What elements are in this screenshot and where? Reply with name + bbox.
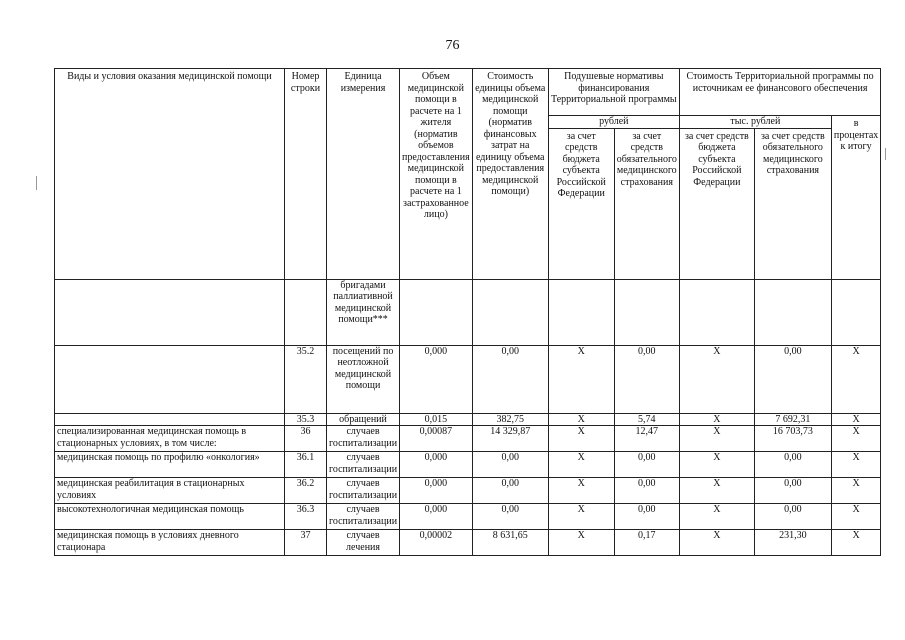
cell-percent: Х	[831, 478, 880, 504]
cell-pc-budget: Х	[548, 426, 614, 452]
cell-sum-oms: 0,00	[754, 478, 831, 504]
cell-pc-budget: Х	[548, 345, 614, 413]
cell-sum-budget: Х	[679, 504, 754, 530]
cell-name	[55, 279, 285, 345]
cell-volume: 0,000	[400, 504, 473, 530]
cell-pc-budget: Х	[548, 452, 614, 478]
table-row	[55, 279, 881, 345]
cell-sum-oms: 231,30	[754, 530, 831, 556]
header-volume: Объем медицинской помощи в расчете на 1 жителя (норматив объемов предоставления медицинской помощи в расчете на 1 застрахованное лицо)	[400, 69, 473, 280]
cell-name: медицинская реабилитация в стационарных условиях	[55, 478, 285, 504]
cell-unit: посещений по неотложной медицинской помощи	[327, 345, 400, 413]
header-program-cost: Стоимость Территориальной программы по источникам ее финансового обеспечения	[679, 69, 880, 116]
cell-name: медицинская помощь в условиях дневного стационара	[55, 530, 285, 556]
table-row	[55, 345, 881, 413]
cell-unit: случаев госпитализации	[327, 504, 400, 530]
cell-name	[55, 413, 285, 426]
cell-name	[55, 345, 285, 413]
cell-number: 36	[285, 426, 327, 452]
cell-cost: 0,00	[472, 452, 548, 478]
cell-percent: Х	[831, 426, 880, 452]
cell-percent: Х	[831, 413, 880, 426]
cell-volume: 0,015	[400, 413, 473, 426]
cell-pc-oms: 5,74	[614, 413, 679, 426]
cell-unit: случаев госпитализации	[327, 426, 400, 452]
table-row	[55, 413, 881, 426]
header-program-cost-unit: тыс. рублей	[679, 116, 831, 129]
cell-unit: случаев лечения	[327, 530, 400, 556]
financing-table	[54, 68, 881, 556]
header-cost-oms: за счет средств обязательного медицинского страхования	[754, 128, 831, 279]
cell-pc-oms: 0,00	[614, 345, 679, 413]
cell-pc-budget: Х	[548, 530, 614, 556]
cell-pc-budget	[548, 279, 614, 345]
cell-pc-budget: Х	[548, 478, 614, 504]
cell-sum-budget: Х	[679, 413, 754, 426]
cell-name: медицинская помощь по профилю «онкология»	[55, 452, 285, 478]
cell-sum-oms: 16 703,73	[754, 426, 831, 452]
cell-volume: 0,000	[400, 452, 473, 478]
cell-pc-budget: Х	[548, 504, 614, 530]
cell-number: 35.3	[285, 413, 327, 426]
cell-percent	[831, 279, 880, 345]
cell-name: специализированная медицинская помощь в стационарных условиях, в том числе:	[55, 426, 285, 452]
header-per-capita-unit: рублей	[548, 116, 679, 129]
cell-number: 36.3	[285, 504, 327, 530]
scan-mark	[36, 176, 37, 190]
cell-number: 35.2	[285, 345, 327, 413]
header-per-capita-budget: за счет средств бюджета субъекта Российской Федерации	[548, 128, 614, 279]
cell-percent: Х	[831, 504, 880, 530]
cell-cost	[472, 279, 548, 345]
cell-sum-oms	[754, 279, 831, 345]
cell-sum-budget: Х	[679, 478, 754, 504]
table-row	[55, 478, 881, 504]
cell-percent: Х	[831, 345, 880, 413]
cell-pc-oms: 12,47	[614, 426, 679, 452]
cell-unit: бригадами паллиативной медицинской помощи***	[327, 279, 400, 345]
table-row	[55, 452, 881, 478]
cell-unit: случаев госпитализации	[327, 452, 400, 478]
cell-pc-oms: 0,00	[614, 478, 679, 504]
cell-volume: 0,000	[400, 478, 473, 504]
cell-percent: Х	[831, 530, 880, 556]
header-percent: в процентах к итогу	[831, 116, 880, 280]
cell-sum-oms: 0,00	[754, 345, 831, 413]
cell-volume	[400, 279, 473, 345]
cell-pc-budget: Х	[548, 413, 614, 426]
cell-sum-oms: 0,00	[754, 452, 831, 478]
cell-sum-budget: Х	[679, 452, 754, 478]
cell-volume: 0,000	[400, 345, 473, 413]
cell-cost: 0,00	[472, 478, 548, 504]
table-row	[55, 426, 881, 452]
cell-unit: обращений	[327, 413, 400, 426]
cell-sum-oms: 0,00	[754, 504, 831, 530]
cell-sum-budget	[679, 279, 754, 345]
cell-pc-oms	[614, 279, 679, 345]
header-per-capita-oms: за счет средств обязательного медицинского страхования	[614, 128, 679, 279]
page-number: 76	[445, 38, 460, 53]
header-per-capita: Подушевые нормативы финансирования Территориальной программы	[548, 69, 679, 116]
cell-sum-oms: 7 692,31	[754, 413, 831, 426]
cell-cost: 382,75	[472, 413, 548, 426]
cell-number: 36.2	[285, 478, 327, 504]
cell-cost: 8 631,65	[472, 530, 548, 556]
cell-pc-oms: 0,00	[614, 504, 679, 530]
cell-sum-budget: Х	[679, 530, 754, 556]
cell-cost: 0,00	[472, 504, 548, 530]
table-row	[55, 504, 881, 530]
cell-percent: Х	[831, 452, 880, 478]
cell-cost: 14 329,87	[472, 426, 548, 452]
table-container	[54, 68, 881, 556]
header-unit: Единица измерения	[327, 69, 400, 280]
cell-pc-oms: 0,00	[614, 452, 679, 478]
cell-volume: 0,00002	[400, 530, 473, 556]
header-cost-budget: за счет средств бюджета субъекта Российской Федерации	[679, 128, 754, 279]
table-row	[55, 530, 881, 556]
cell-volume: 0,00087	[400, 426, 473, 452]
header-row-number: Номер строки	[285, 69, 327, 280]
cell-number	[285, 279, 327, 345]
cell-name: высокотехнологичная медицинская помощь	[55, 504, 285, 530]
header-unit-cost: Стоимость единицы объема медицинской помощи (норматив финансовых затрат на единицу объема предоставления медицинской помощи)	[472, 69, 548, 280]
cell-number: 37	[285, 530, 327, 556]
cell-number: 36.1	[285, 452, 327, 478]
cell-unit: случаев госпитализации	[327, 478, 400, 504]
header-service-type: Виды и условия оказания медицинской помощи	[55, 69, 285, 280]
cell-pc-oms: 0,17	[614, 530, 679, 556]
cell-sum-budget: Х	[679, 426, 754, 452]
scan-mark	[885, 148, 886, 160]
cell-sum-budget: Х	[679, 345, 754, 413]
cell-cost: 0,00	[472, 345, 548, 413]
